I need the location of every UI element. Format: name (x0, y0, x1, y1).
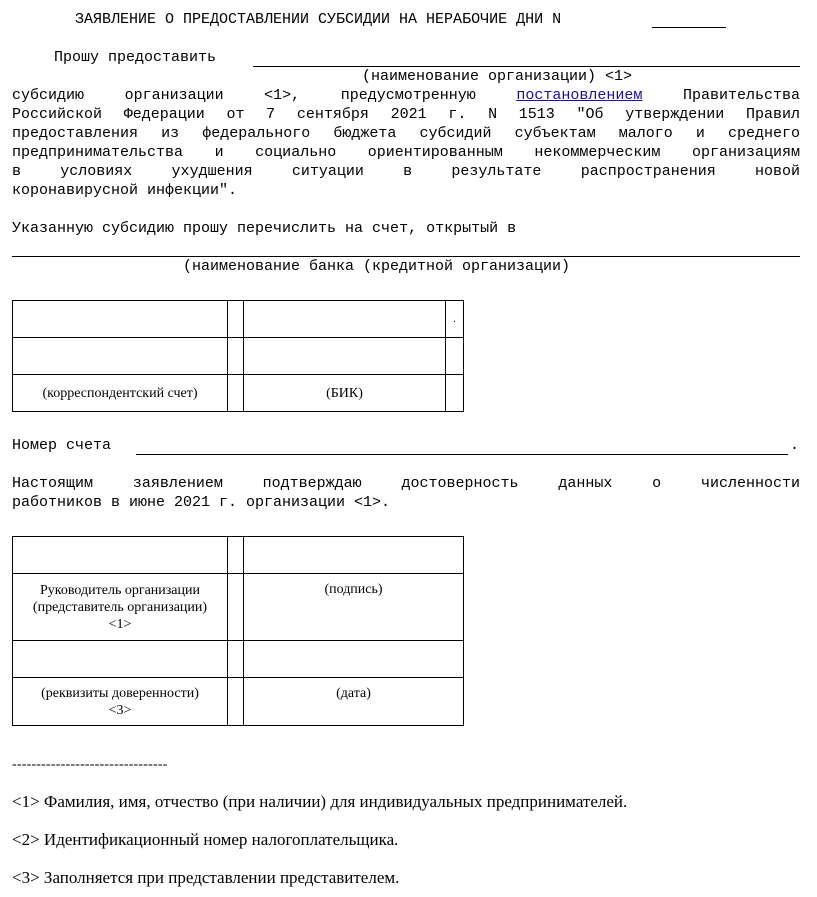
body-line-1 (12, 86, 800, 105)
body-line-4: предпринимательства и социально ориентированным некоммерческим организациям (12, 144, 800, 161)
body-word: <1>, (264, 87, 301, 104)
signature-table (12, 536, 464, 726)
head-label-line: Руководитель организации (40, 582, 200, 598)
account-end-dot: . (790, 437, 800, 454)
body-word: Правительства (682, 87, 800, 104)
request-label: Прошу предоставить (54, 49, 217, 66)
bank-details-table (12, 300, 464, 412)
confirm-line-1: Настоящим заявлением подтверждаю достоверность данных о численности (12, 475, 800, 492)
document-title: ЗАЯВЛЕНИЕ О ПРЕДОСТАВЛЕНИИ СУБСИДИИ НА НЕРАБОЧИЕ ДНИ N (75, 11, 562, 28)
bik-label: (БИК) (244, 375, 446, 412)
spacer-cell (228, 678, 244, 726)
footnote-2: <2> Идентификационный номер налогоплательщика. (12, 830, 399, 849)
head-label-line: (представитель организации) (32, 599, 208, 615)
spacer-cell (228, 641, 244, 678)
account-number-line[interactable] (136, 454, 788, 455)
dot-cell (446, 301, 464, 338)
footnote-separator: -------------------------------- (12, 757, 168, 772)
confirm-line-2: работников в июне 2021 г. организации <1>. (12, 494, 391, 511)
date-cell[interactable] (244, 641, 464, 678)
head-name-cell[interactable] (13, 537, 228, 574)
power-label-line: <3> (108, 702, 132, 718)
body-word: предусмотренную (340, 87, 476, 104)
head-label-line: <1> (108, 616, 132, 632)
footnote-3: <3> Заполняется при представлении представителем. (12, 868, 400, 887)
spacer-cell (228, 574, 244, 641)
resolution-link[interactable]: постановлением (516, 87, 643, 104)
footnote-1: <1> Фамилия, имя, отчество (при наличии) для индивидуальных предпринимателей. (12, 792, 628, 811)
organization-caption: (наименование организации) <1> (362, 68, 633, 85)
signature-cell[interactable] (244, 537, 464, 574)
title-number-line[interactable] (652, 27, 726, 28)
dot-mark: . (453, 313, 456, 325)
head-label (13, 574, 228, 641)
corr-account-cell-2[interactable] (13, 338, 228, 375)
signature-label: (подпись) (244, 574, 464, 641)
transfer-text: Указанную субсидию прошу перечислить на счет, открытый в (12, 220, 517, 237)
power-of-attorney-label (13, 678, 228, 726)
account-label: Номер счета (12, 437, 112, 454)
date-label: (дата) (244, 678, 464, 726)
bik-cell-2[interactable] (244, 338, 446, 375)
power-of-attorney-cell[interactable] (13, 641, 228, 678)
body-line-6: коронавирусной инфекции". (12, 182, 238, 199)
spacer-cell (446, 338, 464, 375)
bik-cell-1[interactable] (244, 301, 446, 338)
spacer-cell (446, 375, 464, 412)
spacer-cell (228, 338, 244, 375)
bank-caption: (наименование банка (кредитной организации) (183, 258, 571, 275)
spacer-cell (228, 375, 244, 412)
corr-account-label: (корреспондентский счет) (13, 375, 228, 412)
power-label-line: (реквизиты доверенности) (41, 685, 199, 701)
body-word: субсидию (12, 87, 85, 104)
body-line-5: в условиях ухудшения ситуации в результате распространения новой (12, 163, 800, 180)
body-word: организации (124, 87, 224, 104)
corr-account-cell-1[interactable] (13, 301, 228, 338)
spacer-cell (228, 301, 244, 338)
body-line-3: предоставления из федерального бюджета субсидий субъектам малого и среднего (12, 125, 800, 142)
spacer-cell (228, 537, 244, 574)
body-line-2: Российской Федерации от 7 сентября 2021 г. N 1513 "Об утверждении Правил (12, 106, 800, 123)
